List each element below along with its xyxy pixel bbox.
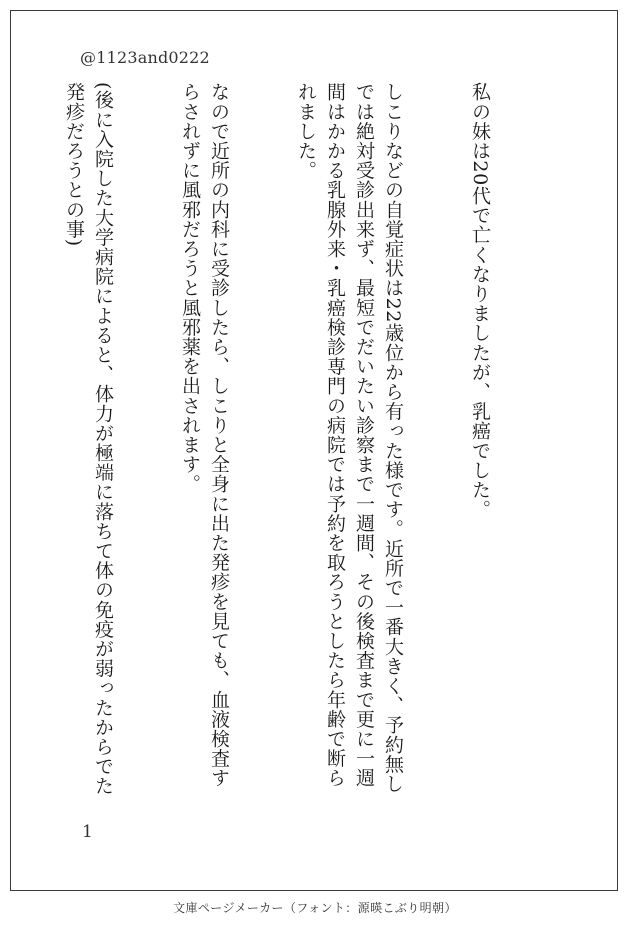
paragraph: (後に入院した大学病院によると、体力が極端に落ちて体の免疫が弱ったからでた発疹だろうとの事) — [63, 82, 114, 796]
footer-caption: 文庫ページメーカー（フォント：源暎こぶり明朝） — [173, 901, 457, 915]
paragraph: 私の妹は20代で亡くなりましたが、乳癌でした。 — [469, 82, 491, 519]
page-number: 1 — [82, 822, 93, 842]
vertical-body-text — [63, 82, 552, 802]
author-handle: @1123and0222 — [80, 48, 210, 67]
blank-line — [0, 82, 1, 802]
paragraph: しこりなどの自覚症状は22歳位から有った様です。近所で一番大きく、予約無しでは絶対受診出来ず、最短でだいたい診察まで一週間、その後検査まで更に一週間はかかる乳腺外来・乳癌検診専門の病院では予約を取ろうとしたら年齢で断られました。 — [295, 82, 404, 794]
paragraph: なので近所の内科に受診したら、しこりと全身に出た発疹を見ても、血液検査すらされずに風邪だろうと風邪薬を出されます。 — [179, 82, 230, 788]
